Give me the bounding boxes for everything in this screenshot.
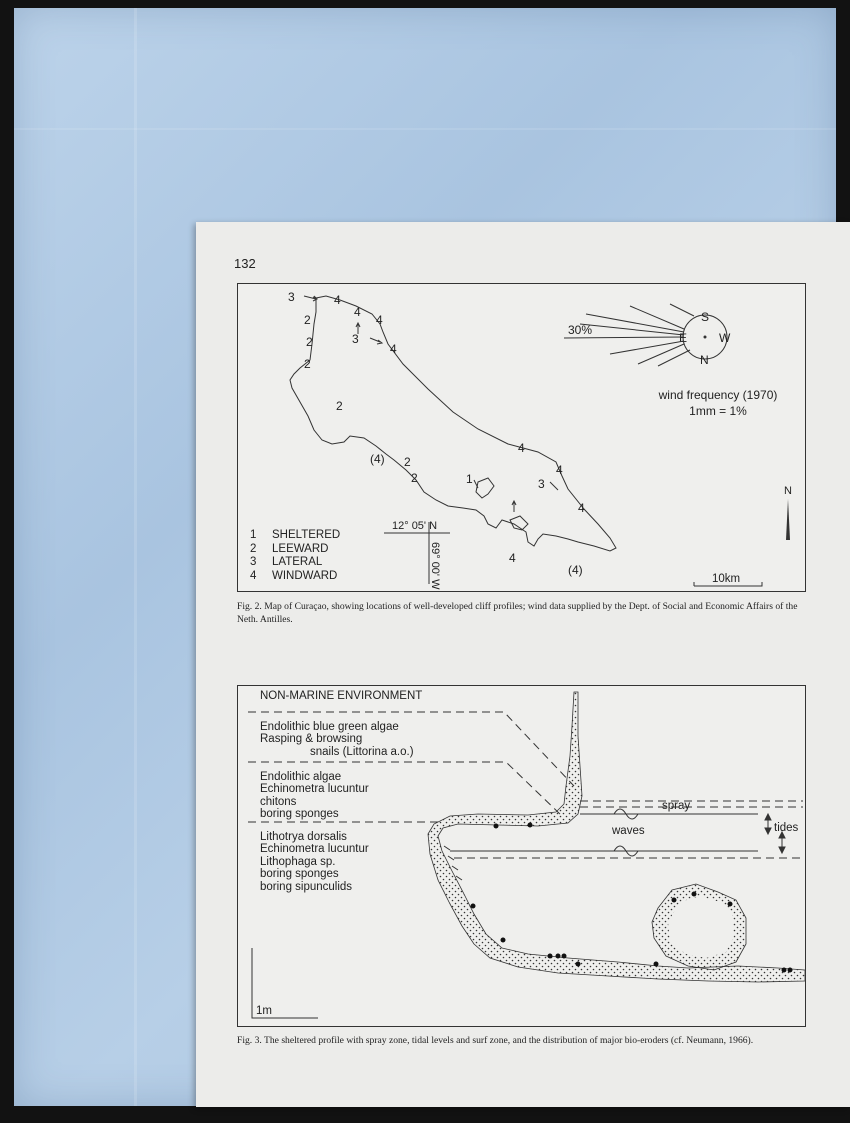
zone-item: snails (Littorina a.o.) (310, 745, 414, 758)
profile-label: 4 (556, 463, 563, 477)
latitude-label: 12° 05' N (392, 520, 438, 532)
profile-label: 4 (334, 293, 341, 307)
folder-crease (14, 128, 836, 130)
zone-item: Echinometra lucuntur (260, 843, 369, 856)
figure-2-map (237, 283, 806, 592)
zone-item: Rasping & browsing (260, 733, 363, 746)
zone-item: Endolithic blue green algae (260, 721, 399, 733)
zone-item: Endolithic algae (260, 771, 342, 783)
figure-3-caption: Fig. 3. The sheltered profile with spray zone, tidal levels and surf zone, and the distribution of major bio-eroders (cf. Neumann, 1966). (237, 1035, 754, 1046)
profile-label: 2 (304, 313, 311, 327)
wind-scale: 1mm = 1% (689, 404, 747, 418)
legend-row (250, 556, 340, 570)
profile-label: 4 (578, 501, 585, 515)
scale-label: 10km (712, 573, 741, 585)
compass-w: W (719, 331, 731, 345)
compass-e: E (679, 331, 688, 345)
longitude-label: 69° 00' W (429, 542, 441, 590)
profile-label: 3 (352, 332, 359, 346)
profile-label: 2 (404, 455, 411, 469)
wind-percent: 30% (568, 323, 593, 337)
figure-3-profile (237, 685, 806, 1027)
legend-row (250, 570, 340, 584)
profile-label: 4 (390, 342, 397, 356)
profile-label: 2 (336, 399, 343, 413)
zone-item: boring sipunculids (260, 880, 353, 893)
zone-item: Lithophaga sp. (260, 855, 336, 868)
legend-label: LATERAL (272, 556, 323, 568)
zone-item: Echinometra lucuntur (260, 783, 369, 796)
legend-label: WINDWARD (272, 569, 338, 582)
legend-label: LEEWARD (272, 542, 329, 555)
compass-s: S (701, 310, 710, 324)
profile-label: 2 (304, 357, 311, 371)
north-label: N (784, 485, 792, 497)
waves-label: waves (612, 825, 645, 837)
wind-title: wind frequency (1970) (658, 388, 778, 402)
tides-label: tides (774, 822, 799, 834)
scale-label: 1m (256, 1005, 272, 1017)
profile-label: 4 (518, 441, 525, 455)
zone-2-list (260, 771, 369, 821)
figure-2-caption: Fig. 2. Map of Curaçao, showing locations of well-developed cliff profiles; wind data supplied by the Dept. of Social and Economic Affairs of the Neth. Antilles. (237, 601, 798, 625)
profile-label: 3 (288, 290, 295, 304)
profile-label: 1 (466, 472, 473, 486)
legend-row (250, 543, 340, 557)
north-arrow (786, 499, 790, 540)
zone-item: boring sponges (260, 808, 339, 821)
environment-title: NON-MARINE ENVIRONMENT (260, 690, 423, 702)
legend-number: 2 (250, 542, 257, 555)
legend-number: 3 (250, 556, 257, 568)
zone-1-list (260, 721, 414, 758)
spray-label: spray (662, 800, 691, 812)
folder-crease (134, 8, 137, 1106)
profile-label: (4) (370, 452, 385, 466)
page-number: 132 (234, 256, 256, 271)
profile-label: 2 (306, 335, 313, 349)
legend-number: 4 (250, 569, 257, 582)
profile-label: (4) (568, 563, 583, 577)
rock-profile (428, 692, 805, 982)
lake-outline (476, 478, 494, 498)
profile-label: 4 (376, 313, 383, 327)
profile-label: 4 (509, 551, 516, 565)
profile-legend (250, 529, 340, 583)
compass-n: N (700, 353, 709, 367)
bio-eroder-dots (471, 823, 793, 973)
profile-label: 4 (354, 305, 361, 319)
legend-label: SHELTERED (272, 529, 341, 541)
zone-item: Lithotrya dorsalis (260, 831, 347, 843)
zone-3-list (260, 831, 369, 893)
zone-item: chitons (260, 795, 297, 808)
zone-item: boring sponges (260, 868, 339, 881)
wind-frequency-label (638, 387, 798, 419)
journal-page (196, 222, 850, 1107)
profile-label: 3 (538, 477, 545, 491)
legend-number: 1 (250, 529, 257, 541)
legend-row (250, 529, 340, 543)
profile-label: 2 (411, 471, 418, 485)
